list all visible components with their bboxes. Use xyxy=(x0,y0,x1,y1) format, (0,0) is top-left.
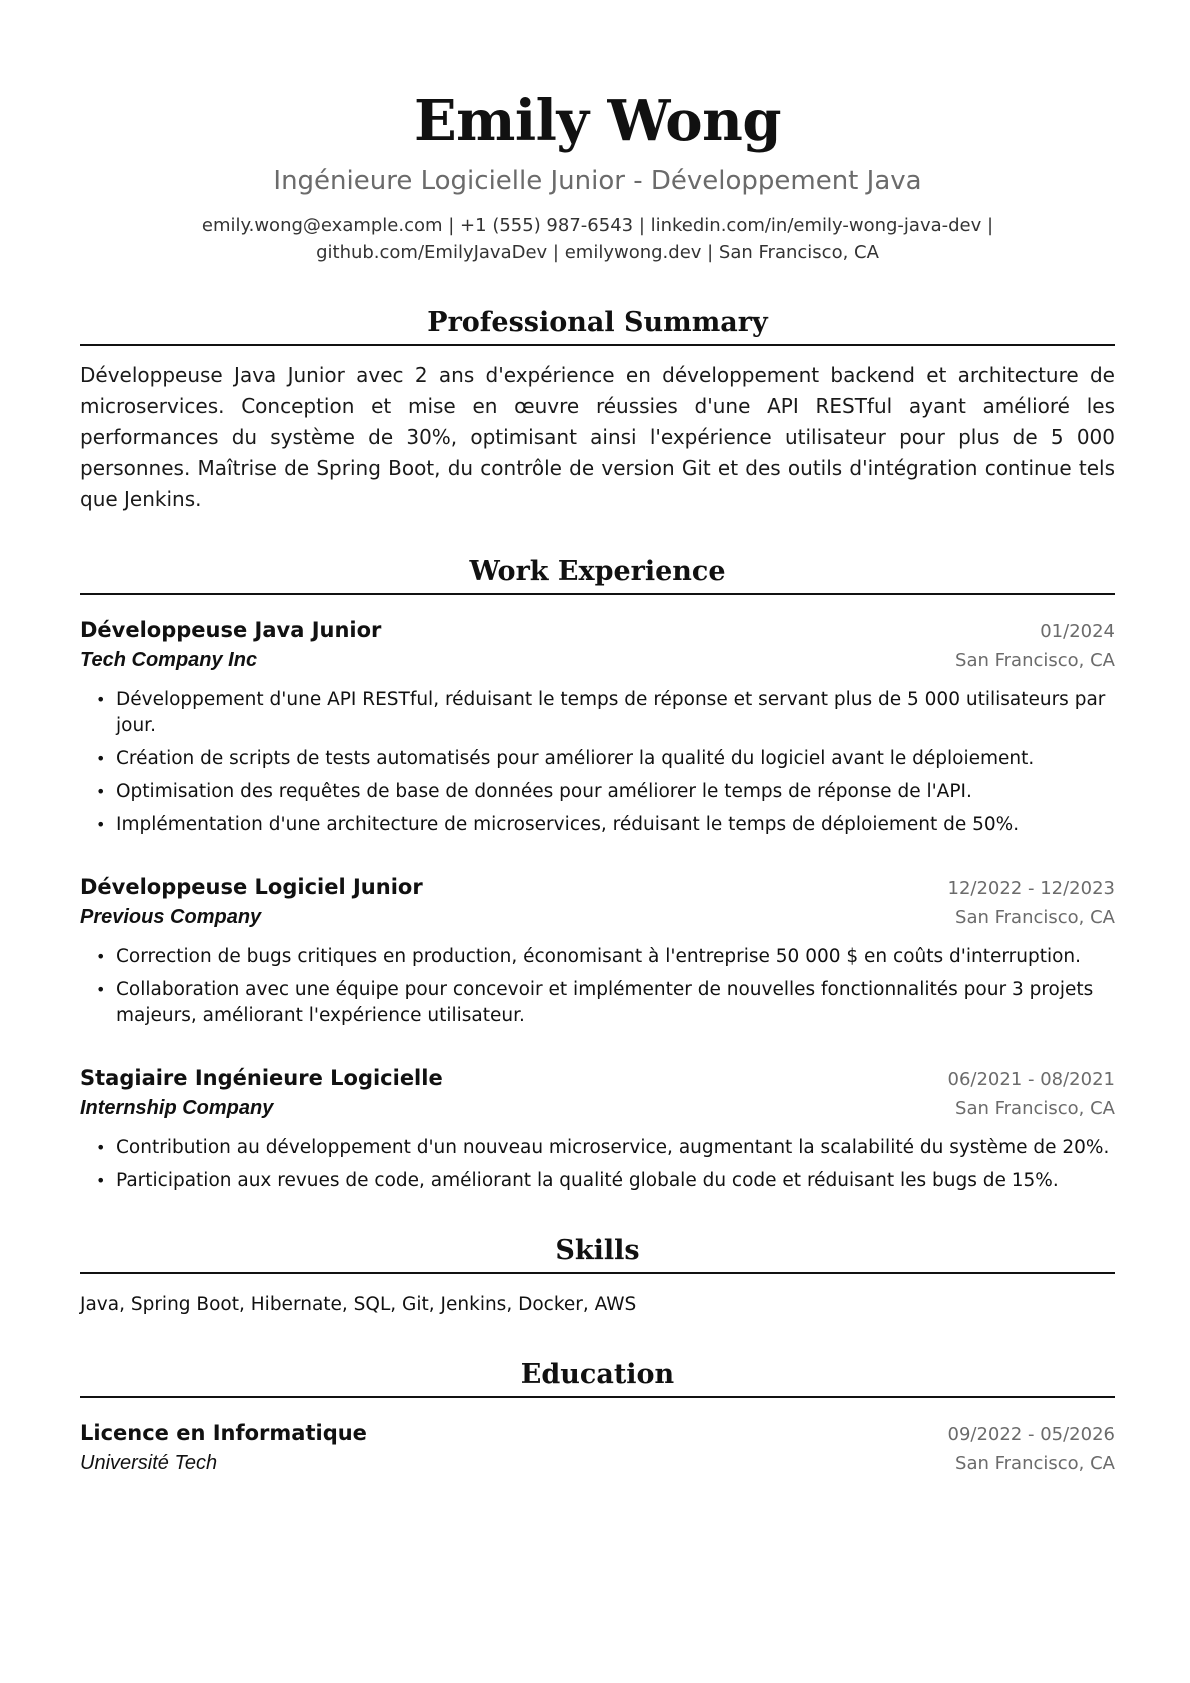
candidate-name: Emily Wong xyxy=(413,88,782,154)
bullet-item: • Optimisation des requêtes de base de données pour améliorer le temps de réponse de l'API. xyxy=(116,779,1115,805)
summary-heading: Professional Summary xyxy=(80,306,1115,346)
skills-heading: Skills xyxy=(80,1234,1115,1274)
job-bullets xyxy=(80,1135,1115,1194)
skills-list: Java, Spring Boot, Hibernate, SQL, Git, Jenkins, Docker, AWS xyxy=(80,1294,637,1315)
experience-heading: Work Experience xyxy=(80,555,1115,595)
bullet-item: • Collaboration avec une équipe pour concevoir et implémenter de nouvelles fonctionnalités pour 3 projets majeurs, améliorant l'expérience utilisateur. xyxy=(116,977,1115,1029)
education-date: 09/2022 - 05/2026 xyxy=(947,1424,1115,1445)
contact-line-2: github.com/EmilyJavaDev | emilywong.dev | San Francisco, CA xyxy=(316,242,879,263)
job-entry xyxy=(80,872,1115,1029)
job-date: 12/2022 - 12/2023 xyxy=(947,878,1115,899)
job-company: Internship Company xyxy=(80,1097,274,1119)
job-bullets xyxy=(80,944,1115,1029)
job-entry xyxy=(80,615,1115,838)
degree-title: Licence en Informatique xyxy=(80,1421,367,1445)
contact-line-1: emily.wong@example.com | +1 (555) 987-6543 | linkedin.com/in/emily-wong-java-dev | xyxy=(201,215,994,236)
job-entry xyxy=(80,1063,1115,1194)
job-title: Stagiaire Ingénieure Logicielle xyxy=(80,1066,443,1090)
bullet-item: • Contribution au développement d'un nouveau microservice, augmentant la scalabilité du système de 20%. xyxy=(116,1135,1115,1161)
job-bullets xyxy=(80,687,1115,838)
job-date: 01/2024 xyxy=(1040,621,1115,642)
bullet-item: • Création de scripts de tests automatisés pour améliorer la qualité du logiciel avant le déploiement. xyxy=(116,746,1115,772)
job-title: Développeuse Java Junior xyxy=(80,618,382,642)
education-location: San Francisco, CA xyxy=(955,1453,1115,1474)
job-location: San Francisco, CA xyxy=(955,650,1115,671)
bullet-item: • Participation aux revues de code, améliorant la qualité globale du code et réduisant les bugs de 15%. xyxy=(116,1168,1115,1194)
job-location: San Francisco, CA xyxy=(955,1098,1115,1119)
bullet-item: • Implémentation d'une architecture de microservices, réduisant le temps de déploiement de 50%. xyxy=(116,812,1115,838)
job-location: San Francisco, CA xyxy=(955,907,1115,928)
contact-info xyxy=(80,212,1115,266)
job-company: Tech Company Inc xyxy=(80,649,258,671)
summary-section xyxy=(80,306,1115,515)
education-heading: Education xyxy=(80,1358,1115,1398)
education-entry xyxy=(80,1418,1115,1478)
school-name: Université Tech xyxy=(80,1452,218,1474)
skills-section xyxy=(80,1234,1115,1318)
bullet-item: • Développement d'une API RESTful, réduisant le temps de réponse et servant plus de 5 000 utilisateurs par jour. xyxy=(116,687,1115,739)
job-date: 06/2021 - 08/2021 xyxy=(947,1069,1115,1090)
candidate-subtitle: Ingénieure Logicielle Junior - Développement Java xyxy=(273,166,922,196)
experience-section xyxy=(80,555,1115,1194)
bullet-item: • Correction de bugs critiques en production, économisant à l'entreprise 50 000 $ en coûts d'interruption. xyxy=(116,944,1115,970)
job-title: Développeuse Logiciel Junior xyxy=(80,875,423,899)
education-section xyxy=(80,1358,1115,1478)
summary-text: Développeuse Java Junior avec 2 ans d'expérience en développement backend et architecture de microservices. Conception et mise en œuvre réussies d'une API RESTful ayant amélioré les performances du système de 30%, optimisant ainsi l'expérience utilisateur pour plus de 5 000 personnes. Maîtrise de Spring Boot, du contrôle de version Git et des outils d'intégration continue tels que Jenkins. xyxy=(80,363,1115,511)
job-company: Previous Company xyxy=(80,906,262,928)
